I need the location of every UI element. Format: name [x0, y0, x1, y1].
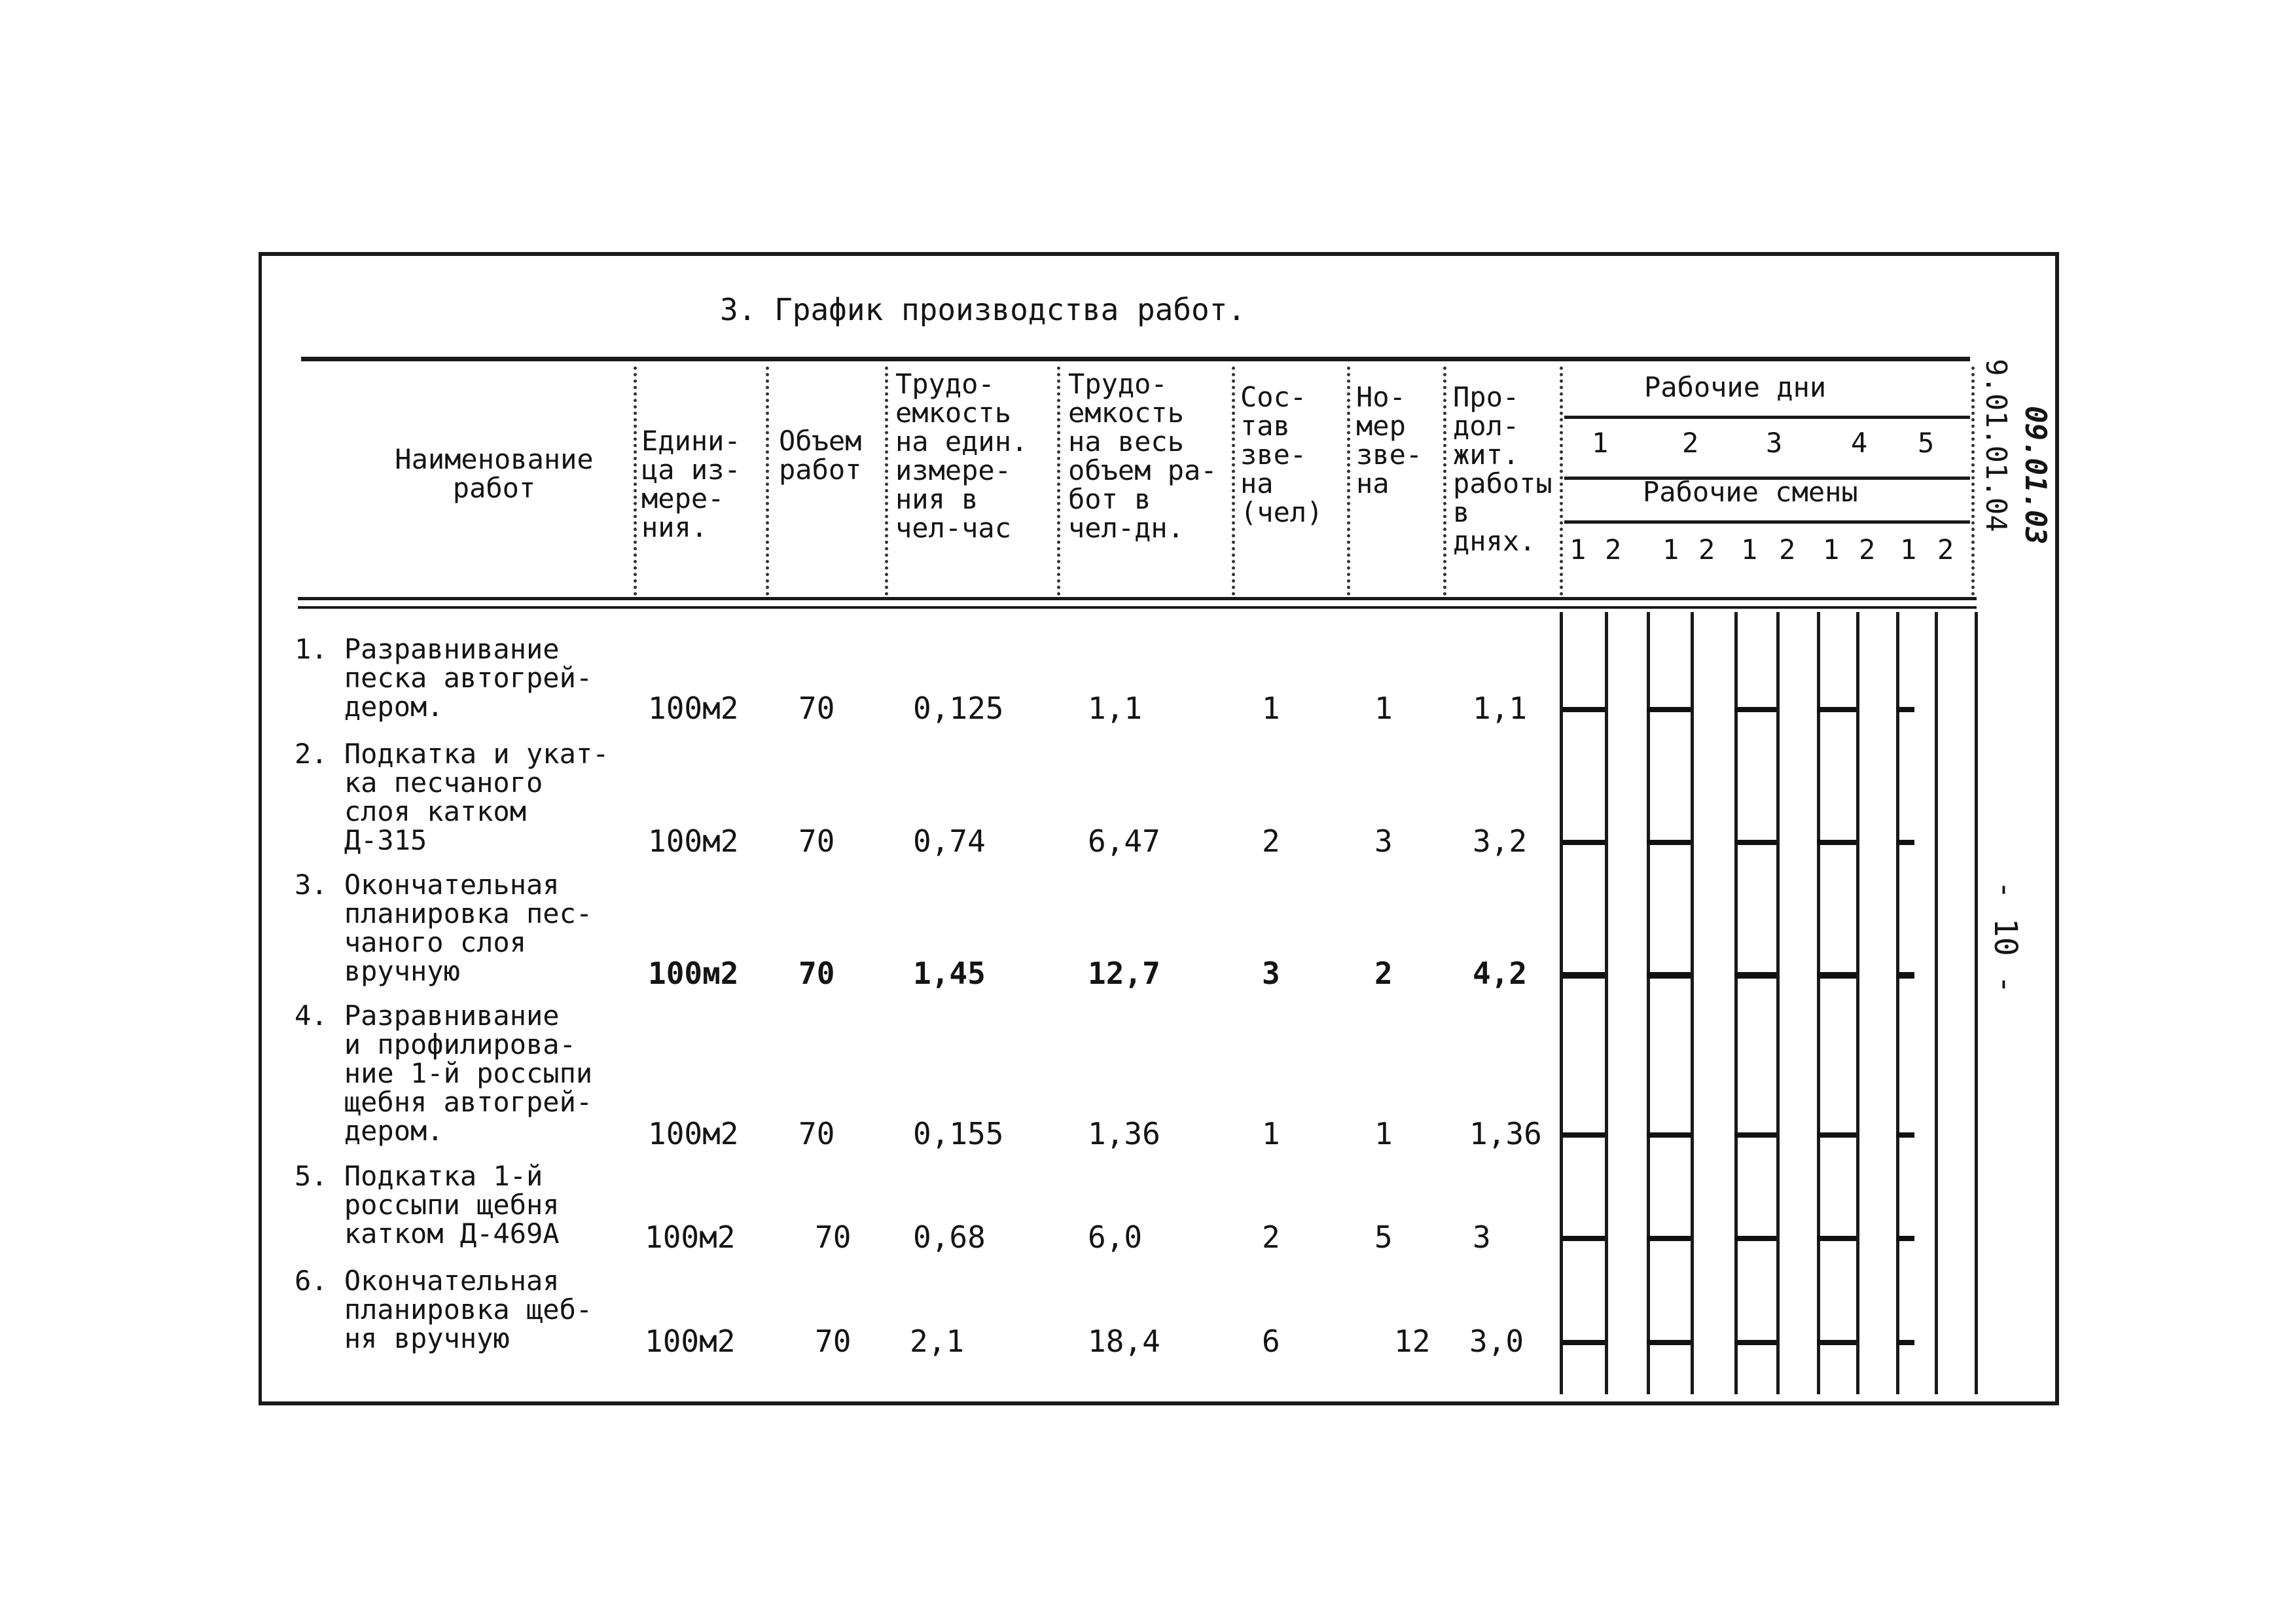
- header-crew: Сос- тав зве- на (чел): [1240, 381, 1323, 528]
- cell-unit: 100м2: [648, 1116, 739, 1151]
- shift-label: 2: [1779, 533, 1796, 566]
- gantt-bar-segment: [1896, 840, 1914, 845]
- cell-labor-unit: 1,45: [913, 956, 986, 991]
- cell-crew: 1: [1262, 1116, 1280, 1151]
- gantt-bar-segment: [1734, 840, 1776, 845]
- header-top-rule: [301, 357, 1970, 361]
- cell-crew-no: 12: [1394, 1324, 1431, 1359]
- cell-unit: 100м2: [648, 823, 739, 859]
- cell-crew-no: 2: [1374, 956, 1393, 991]
- gantt-bar-segment: [1647, 840, 1691, 845]
- gantt-bar-segment: [1647, 707, 1691, 712]
- gantt-bar-segment: [1896, 1132, 1914, 1138]
- cell-labor-total: 12,7: [1088, 956, 1160, 991]
- gantt-bar-segment: [1817, 1132, 1856, 1138]
- page-number: - 10 -: [1987, 880, 2024, 994]
- header-name: Наименование работ: [395, 443, 594, 504]
- day-label: 1: [1592, 427, 1609, 459]
- page-title: 3. График производства работ.: [720, 292, 1246, 327]
- cell-labor-unit: 0,68: [913, 1219, 986, 1255]
- gantt-gridline: [1605, 612, 1608, 1394]
- header-bottom-rule-2: [298, 606, 1977, 609]
- col-divider: [1971, 367, 1975, 596]
- cell-crew: 3: [1262, 956, 1280, 991]
- side-code-a: 9.01.01.04: [1979, 359, 2013, 532]
- col-divider: [1347, 367, 1350, 596]
- cell-labor-total: 1,1: [1088, 691, 1143, 726]
- cell-crew: 1: [1262, 691, 1280, 726]
- gantt-gridline: [1817, 612, 1820, 1394]
- gantt-bar-segment: [1734, 1236, 1776, 1241]
- gantt-gridline: [1734, 612, 1738, 1394]
- shift-label: 2: [1859, 533, 1876, 566]
- cell-labor-total: 6,47: [1088, 823, 1160, 859]
- gantt-bar-segment: [1647, 1236, 1691, 1241]
- cell-labor-unit: 0,125: [913, 691, 1004, 726]
- header-work-shifts: Рабочие смены: [1643, 476, 1858, 508]
- cell-duration: 1,36: [1469, 1116, 1542, 1151]
- work-name: 5. Подкатка 1-й россыпи щебня катком Д-469А: [295, 1160, 560, 1250]
- header-crew-no: Но- мер зве- на: [1356, 381, 1423, 499]
- cell-labor-unit: 2,1: [910, 1324, 965, 1359]
- header-volume: Объем работ: [779, 425, 862, 486]
- days-under-rule: [1564, 416, 1970, 419]
- cell-volume: 70: [798, 956, 835, 991]
- day-label: 3: [1766, 427, 1783, 459]
- gantt-bar-segment: [1647, 972, 1691, 979]
- cell-unit: 100м2: [648, 956, 739, 991]
- gantt-bar-segment: [1896, 972, 1914, 979]
- col-divider: [1443, 367, 1446, 596]
- gantt-gridline: [1560, 612, 1563, 1394]
- cell-crew-no: 3: [1374, 823, 1393, 859]
- header-labor-total: Трудо- емкость на весь объем ра- бот в чел-дн.: [1068, 368, 1217, 544]
- cell-labor-unit: 0,155: [913, 1116, 1004, 1151]
- gantt-gridline: [1691, 612, 1694, 1394]
- gantt-bar-segment: [1734, 1340, 1776, 1345]
- gantt-bar-segment: [1817, 840, 1856, 845]
- cell-crew: 2: [1262, 823, 1280, 859]
- gantt-gridline: [1647, 612, 1650, 1394]
- gantt-gridline: [1896, 612, 1899, 1394]
- gantt-gridline: [1856, 612, 1859, 1394]
- gantt-bar-segment: [1562, 707, 1605, 712]
- gantt-bar-segment: [1817, 1340, 1856, 1345]
- col-divider: [1560, 367, 1563, 596]
- gantt-bar-segment: [1817, 1236, 1856, 1241]
- gantt-bar-segment: [1562, 972, 1605, 979]
- cell-duration: 3,2: [1473, 823, 1528, 859]
- col-divider: [885, 367, 888, 596]
- gantt-gridline: [1975, 612, 1978, 1394]
- cell-labor-total: 1,36: [1088, 1116, 1160, 1151]
- cell-unit: 100м2: [645, 1324, 736, 1359]
- header-work-days: Рабочие дни: [1644, 371, 1827, 403]
- header-bottom-rule: [298, 597, 1977, 600]
- cell-volume: 70: [798, 691, 835, 726]
- cell-unit: 100м2: [648, 691, 739, 726]
- gantt-gridline: [1935, 612, 1938, 1394]
- cell-crew: 2: [1262, 1219, 1280, 1255]
- gantt-gridline: [1776, 612, 1780, 1394]
- work-name: 4. Разравнивание и профилирова- ние 1-й россыпи щебня автогрей- дером.: [295, 1000, 593, 1147]
- gantt-bar-segment: [1647, 1132, 1691, 1138]
- header-duration: Про- дол- жит. работы в днях.: [1453, 381, 1552, 557]
- shift-label: 2: [1698, 533, 1715, 566]
- work-name: 3. Окончательная планировка пес- чаного слоя вручную: [295, 869, 593, 987]
- col-divider: [1057, 367, 1060, 596]
- gantt-bar-segment: [1817, 972, 1856, 979]
- gantt-bar-segment: [1562, 1236, 1605, 1241]
- cell-labor-unit: 0,74: [913, 823, 986, 859]
- cell-volume: 70: [815, 1219, 852, 1255]
- cell-unit: 100м2: [645, 1219, 736, 1255]
- gantt-bar-segment: [1562, 840, 1605, 845]
- col-divider: [1232, 367, 1235, 596]
- work-name: 1. Разравнивание песка автогрей- дером.: [295, 633, 593, 723]
- gantt-bar-segment: [1734, 1132, 1776, 1138]
- shifts-under-rule: [1564, 520, 1970, 524]
- col-divider: [766, 367, 769, 596]
- shift-label: 2: [1937, 533, 1954, 566]
- gantt-bar-segment: [1734, 972, 1776, 979]
- cell-volume: 70: [798, 823, 835, 859]
- gantt-bar-segment: [1896, 707, 1914, 712]
- day-label: 4: [1851, 427, 1868, 459]
- col-divider: [634, 367, 637, 596]
- gantt-bar-segment: [1647, 1340, 1691, 1345]
- work-name: 6. Окончательная планировка щеб- ня вручную: [295, 1265, 593, 1354]
- cell-volume: 70: [798, 1116, 835, 1151]
- shift-label: 1: [1900, 533, 1917, 566]
- gantt-bar-segment: [1896, 1340, 1914, 1345]
- gantt-bar-segment: [1562, 1340, 1605, 1345]
- shift-label: 1: [1662, 533, 1679, 566]
- gantt-bar-segment: [1562, 1132, 1605, 1138]
- day-label: 2: [1682, 427, 1699, 459]
- header-labor-unit: Трудо- емкость на един. измере- ния в чел-час: [895, 368, 1028, 544]
- cell-duration: 1,1: [1473, 691, 1528, 726]
- work-name: 2. Подкатка и укат- ка песчаного слоя катком Д-315: [295, 738, 609, 856]
- gantt-bar-segment: [1734, 707, 1776, 712]
- shift-label: 2: [1605, 533, 1622, 566]
- shift-label: 1: [1823, 533, 1840, 566]
- cell-duration: 3,0: [1469, 1324, 1524, 1359]
- gantt-bar-segment: [1896, 1236, 1914, 1241]
- day-label: 5: [1918, 427, 1935, 459]
- cell-volume: 70: [815, 1324, 852, 1359]
- cell-crew-no: 1: [1374, 1116, 1393, 1151]
- gantt-bar-segment: [1817, 707, 1856, 712]
- cell-labor-total: 6,0: [1088, 1219, 1143, 1255]
- shift-label: 1: [1570, 533, 1587, 566]
- cell-duration: 4,2: [1473, 956, 1528, 991]
- cell-crew-no: 5: [1374, 1219, 1393, 1255]
- cell-crew: 6: [1262, 1324, 1280, 1359]
- cell-duration: 3: [1473, 1219, 1491, 1255]
- cell-labor-total: 18,4: [1088, 1324, 1160, 1359]
- header-unit: Едини- ца из- мере- ния.: [641, 425, 741, 543]
- side-code-b: 09.01.03: [2018, 406, 2052, 545]
- shift-label: 1: [1741, 533, 1758, 566]
- cell-crew-no: 1: [1374, 691, 1393, 726]
